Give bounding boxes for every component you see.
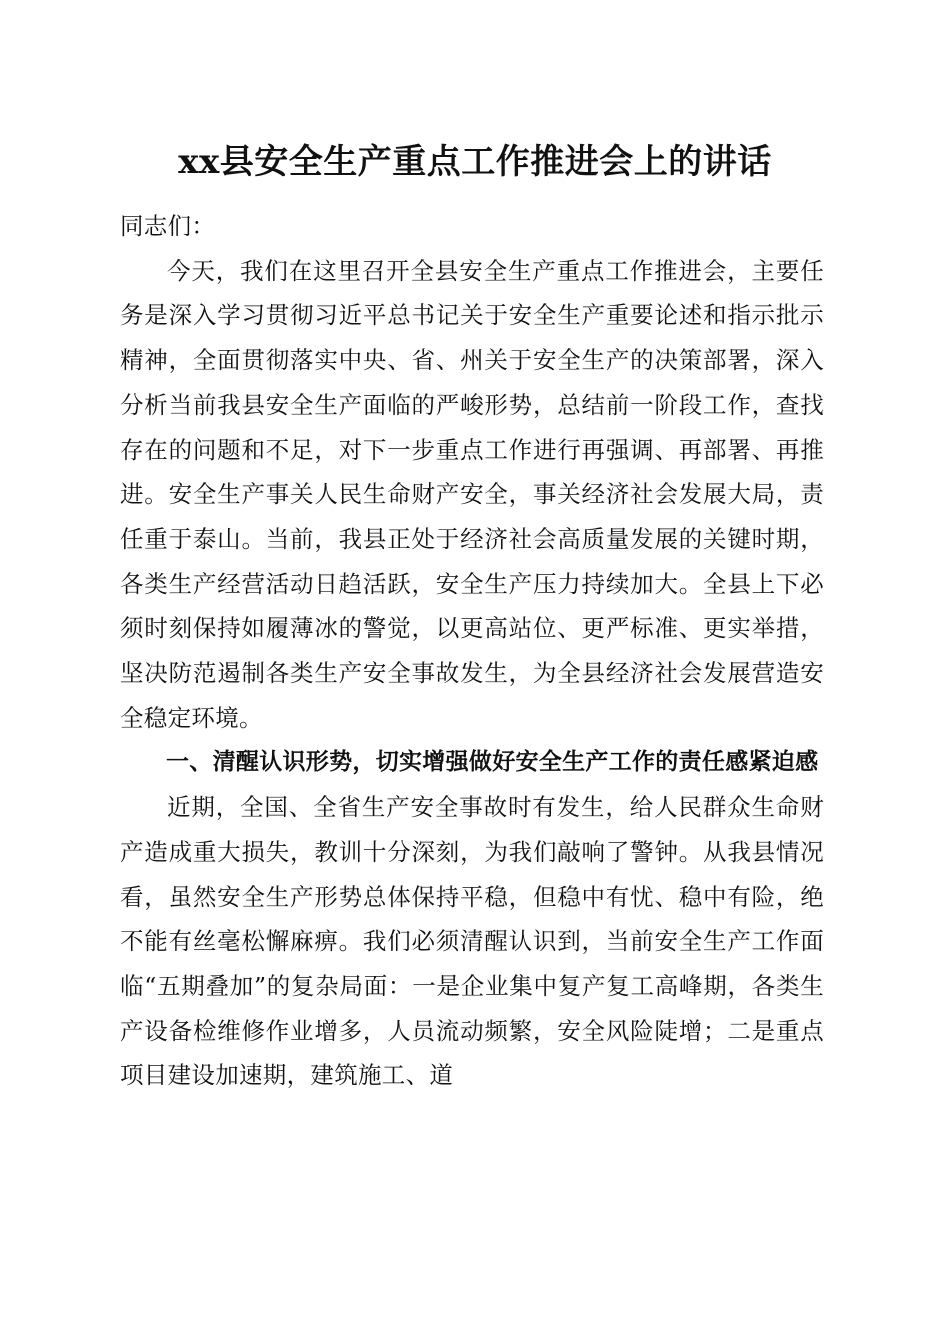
- section-heading-1: 一、清醒认识形势，切实增强做好安全生产工作的责任感紧迫感: [166, 749, 819, 776]
- document-body: [120, 204, 824, 1098]
- salutation: 同志们：: [120, 212, 216, 240]
- document-title: xx县安全生产重点工作推进会上的讲话: [178, 142, 772, 182]
- paragraph-situation: 近期，全国、全省生产安全事故时有发生，给人民群众生命财产造成重大损失，教训十分深刻，为我们敲响了警钟。从我县情况看，虽然安全生产形势总体保持平稳，但稳中有忧、稳中有险，绝不能有丝毫松懈麻痹。我们必须清醒认识到，当前安全生产工作面临“五期叠加”的复杂局面：一是企业集中复产复工高峰期，各类生产设备检维修作业增多，人员流动频繁，安全风险陡增；二是重点项目建设加速期，建筑施工、道: [120, 793, 824, 1090]
- paragraph-opening: 今天，我们在这里召开全县安全生产重点工作推进会，主要任务是深入学习贯彻习近平总书记关于安全生产重要论述和指示批示精神，全面贯彻落实中央、省、州关于安全生产的决策部署，深入分析当前我县安全生产面临的严峻形势，总结前一阶段工作，查找存在的问题和不足，对下一步重点工作进行再强调、再部署、再推进。安全生产事关人民生命财产安全，事关经济社会发展大局，责任重于泰山。当前，我县正处于经济社会高质量发展的关键时期，各类生产经营活动日趋活跃，安全生产压力持续加大。全县上下必须时刻保持如履薄冰的警觉，以更高站位、更严标准、更实举措，坚决防范遏制各类生产安全事故发生，为全县经济社会发展营造安全稳定环境。: [120, 256, 824, 732]
